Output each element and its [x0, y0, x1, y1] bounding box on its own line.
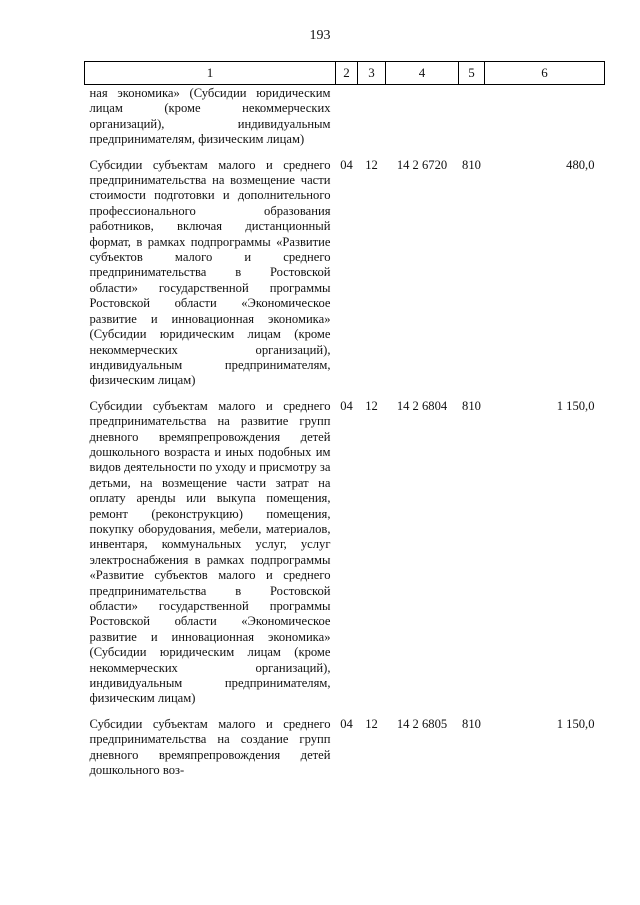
row-expense-type: 810: [462, 716, 481, 731]
row-section: 04: [340, 157, 353, 172]
row-section: 04: [340, 398, 353, 413]
header-row: [85, 62, 605, 85]
page-number: 193: [309, 28, 331, 43]
row-amount: [485, 85, 605, 148]
row-amount: 1 150,0: [556, 716, 595, 731]
row-target-code: [386, 85, 459, 148]
table-row: [85, 85, 605, 148]
row-section: 04: [340, 716, 353, 731]
row-section: [336, 85, 358, 148]
header-col-2: 2: [336, 62, 358, 85]
row-subsection: 12: [365, 157, 378, 172]
header-col-3: 3: [358, 62, 386, 85]
row-subsection: [358, 85, 386, 148]
row-description: Субсидии субъектам малого и среднего предпринимательства на развитие групп дневного времяпрепровождения детей дошкольного возраста и иных подобных им видов деятельности по уходу и присмотру за детьми, на возмещение части затрат на оплату аренды или выкупа помещения, ремонт (реконструкцию) помещения, покупку оборудования, мебели, материалов, инвентаря, коммунальных услуг, услуг электроснабжения в рамках подпрограммы «Развитие субъектов малого и среднего предпринимательства в Ростовской области» государственной программы Ростовской области «Экономическое развитие и инновационная экономика» (Субсидии юридическим лицам (кроме некоммерческих организаций), индивидуальным предпринимателям, физическим лицам): [89, 398, 331, 706]
header-col-5: 5: [459, 62, 485, 85]
row-amount: 1 150,0: [556, 398, 595, 413]
row-expense-type: [459, 85, 485, 148]
row-amount: 480,0: [566, 157, 595, 172]
row-subsection: 12: [365, 398, 378, 413]
row-target-code: 14 2 6720: [396, 157, 448, 172]
row-description: Субсидии субъектам малого и среднего предпринимательства на возмещение части стоимости подготовки и дополнительного профессионального образования работников, включая дистанционный формат, в рамках подпрограммы «Развитие субъектов малого и среднего предпринимательства в Ростовской области» государственной программы Ростовской области «Экономическое развитие и инновационная экономика» (Субсидии юридическим лицам (кроме некоммерческих организаций), индивидуальным предпринимателям, физическим лицам): [89, 157, 331, 388]
table-row: [85, 148, 605, 389]
header-col-6: 6: [485, 62, 605, 85]
header-col-1: 1: [85, 62, 336, 85]
row-expense-type: 810: [462, 398, 481, 413]
row-description: Субсидии субъектам малого и среднего предпринимательства на создание групп дневного времяпрепровождения детей дошкольного воз-: [89, 716, 331, 778]
row-target-code: 14 2 6804: [396, 398, 448, 413]
row-description: ная экономика» (Субсидии юридическим лицам (кроме некоммерческих организаций), индивидуальным предпринимателям, физическим лицам): [89, 86, 331, 147]
row-target-code: 14 2 6805: [396, 716, 448, 731]
budget-table: [84, 61, 605, 778]
table-row: [85, 389, 605, 707]
header-col-4: 4: [386, 62, 459, 85]
row-expense-type: 810: [462, 157, 481, 172]
table-row: [85, 707, 605, 779]
row-subsection: 12: [365, 716, 378, 731]
